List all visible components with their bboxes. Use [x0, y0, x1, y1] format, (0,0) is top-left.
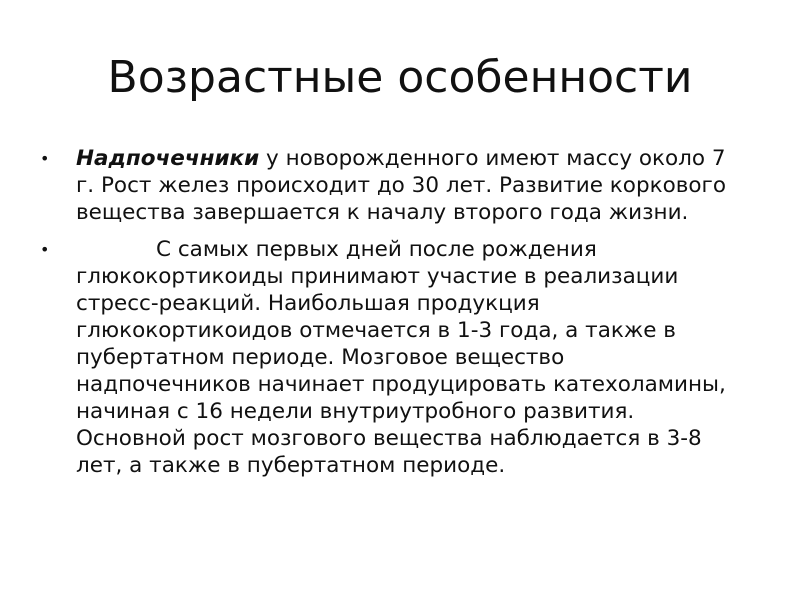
- term-highlight: Надпочечники: [76, 146, 260, 171]
- bullet-dot-icon: •: [40, 240, 50, 259]
- slide-title: Возрастные особенности: [107, 52, 693, 103]
- bullet-item-glucocorticoids: [40, 236, 730, 479]
- bullet-dot-icon: •: [40, 149, 50, 168]
- bullet-text: у новорожденного имеют массу около 7 г. Рост желез происходит до 30 лет. Развитие коркового вещества завершается к началу второго года жизни.: [76, 146, 727, 225]
- bullet-item-adrenal-glands: [40, 145, 730, 226]
- bullet-list: [40, 145, 730, 489]
- bullet-text: С самых первых дней после рождения глюкокортикоиды принимают участие в реализации стресс-реакций. Наибольшая продукция глюкокортикоидов отмечается в 1-3 года, а также в пубертатном периоде. Мозговое вещество надпочечников начинает продуцировать катехоламины, начиная с 16 недели внутриутробного развития. Основной рост мозгового вещества наблюдается в 3-8 лет, а также в пубертатном периоде.: [76, 237, 726, 478]
